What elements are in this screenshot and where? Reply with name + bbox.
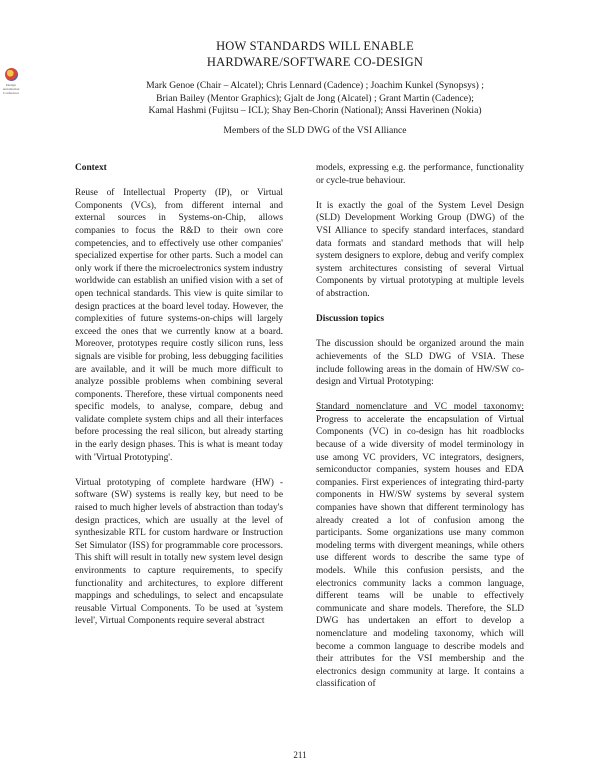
discussion-heading: Discussion topics (316, 314, 384, 325)
right-paragraph-1: models, expressing e.g. the performance, functionality or cycle-true behaviour. (316, 163, 524, 186)
authors-line-3: Kamal Hashmi (Fujitsu – ICL); Shay Ben-Chorin (National); Anssi Haverinen (Nokia) (148, 105, 482, 116)
logo-seal-icon (5, 68, 18, 81)
context-paragraph-2: Virtual prototyping of complete hardware (HW) - software (SW) systems is really key, but need to be raised to much higher levels of abstraction than today's design practices, which are usually at the level of synthesizable RTL for custom hardware or Instruction Set Simulator (ISS) for programmable core processors. This shift will result in totally new system level design environments to capture requirements, to specify functionality and architectures, to explore different mappings and schedulings, to select and encapsulate reusable Virtual Components. To be used at 'system level', Virtual Components require several abstract (75, 477, 283, 627)
left-column (75, 162, 283, 641)
affiliation: Members of the SLD DWG of the VSI Alliance (223, 125, 407, 136)
context-paragraph-1: Reuse of Intellectual Property (IP), or Virtual Components (VCs), from different internal and external sources in Systems-on-Chip, allows companies to focus the R&D to their own core competencies, and to effectively use other companies' specialized expertise for other parts. Such a model can only work if there the microelectronics system industry worldwide can establish an unified vision with a set of open technical standards. This view is quite similar to design practices at the board level today. However, the complexities of future systems-on-chips will largely exceed the ones that we currently know at a board. Moreover, prototypes require costly silicon runs, less signals are visible for probing, less debugging facilities are available, and it will be much more difficult to analyze possible problems when combining several components. Therefore, these virtual components need specific models, to analyse, compare, debug and validate complete system chips and all their interfaces before processing the real silicon, but already starting in the early design phases. This is what is meant today with 'Virtual Prototyping'. (75, 188, 283, 463)
page-number: 211 (293, 750, 307, 760)
nomenclature-paragraph (316, 401, 524, 691)
nomenclature-title: Standard nomenclature and VC model taxonomy: (316, 402, 524, 413)
authors-line-2: Brian Bailey (Mentor Graphics); Gjalt de Jong (Alcatel) ; Grant Martin (Cadence); (156, 92, 474, 104)
paper-title (100, 38, 530, 70)
title-line-2: HARDWARE/SOFTWARE CO-DESIGN (206, 55, 424, 69)
right-column (316, 162, 524, 704)
right-paragraph-2: It is exactly the goal of the System Level Design (SLD) Development Working Group (DWG) of the VSI Alliance to specify standard interfaces, standard data formats and standard methods that will help system designers to explore, debug and verify complex system architectures consisting of several Virtual Components by virtual prototyping at multiple levels of abstraction. (316, 200, 524, 299)
author-list (90, 80, 540, 118)
authors-line-1: Mark Genoe (Chair – Alcatel); Chris Lennard (Cadence) ; Joachim Kunkel (Synopsys) ; (146, 80, 484, 91)
context-heading: Context (75, 163, 107, 173)
logo-text: Design Automation Conference (2, 83, 20, 95)
discussion-intro: The discussion should be organized around the main achievements of the SLD DWG of VSIA. These include following areas in the domain of HW/SW co-design and Virtual Prototyping: (316, 339, 524, 388)
conference-logo (2, 68, 20, 108)
title-line-1: HOW STANDARDS WILL ENABLE (216, 39, 414, 53)
nomenclature-body: Progress to accelerate the encapsulation of Virtual Components (VC) in co-design has hit roadblocks because of a wide diversity of model terminology in use among VC providers, VC integrators, designers, semiconductor companies, system houses and EDA companies. First experiences of integrating third-party components in HW/SW systems by several system companies have shown that different terminology has already created a lot of confusion among the participants. Some organizations use many common modeling terms with divergent meanings, while others use different words to describe the same type of models. While this confusion persists, and the electronics community lacks a common language, different teams will be unable to effectively communicate and share models. Therefore, the SLD DWG has undertaken an effort to develop a nomenclature and modeling taxonomy, which will become a common language to describe models and their attributes for the VSI membership and the electronics design community at large. It contains a classification of (316, 414, 524, 690)
